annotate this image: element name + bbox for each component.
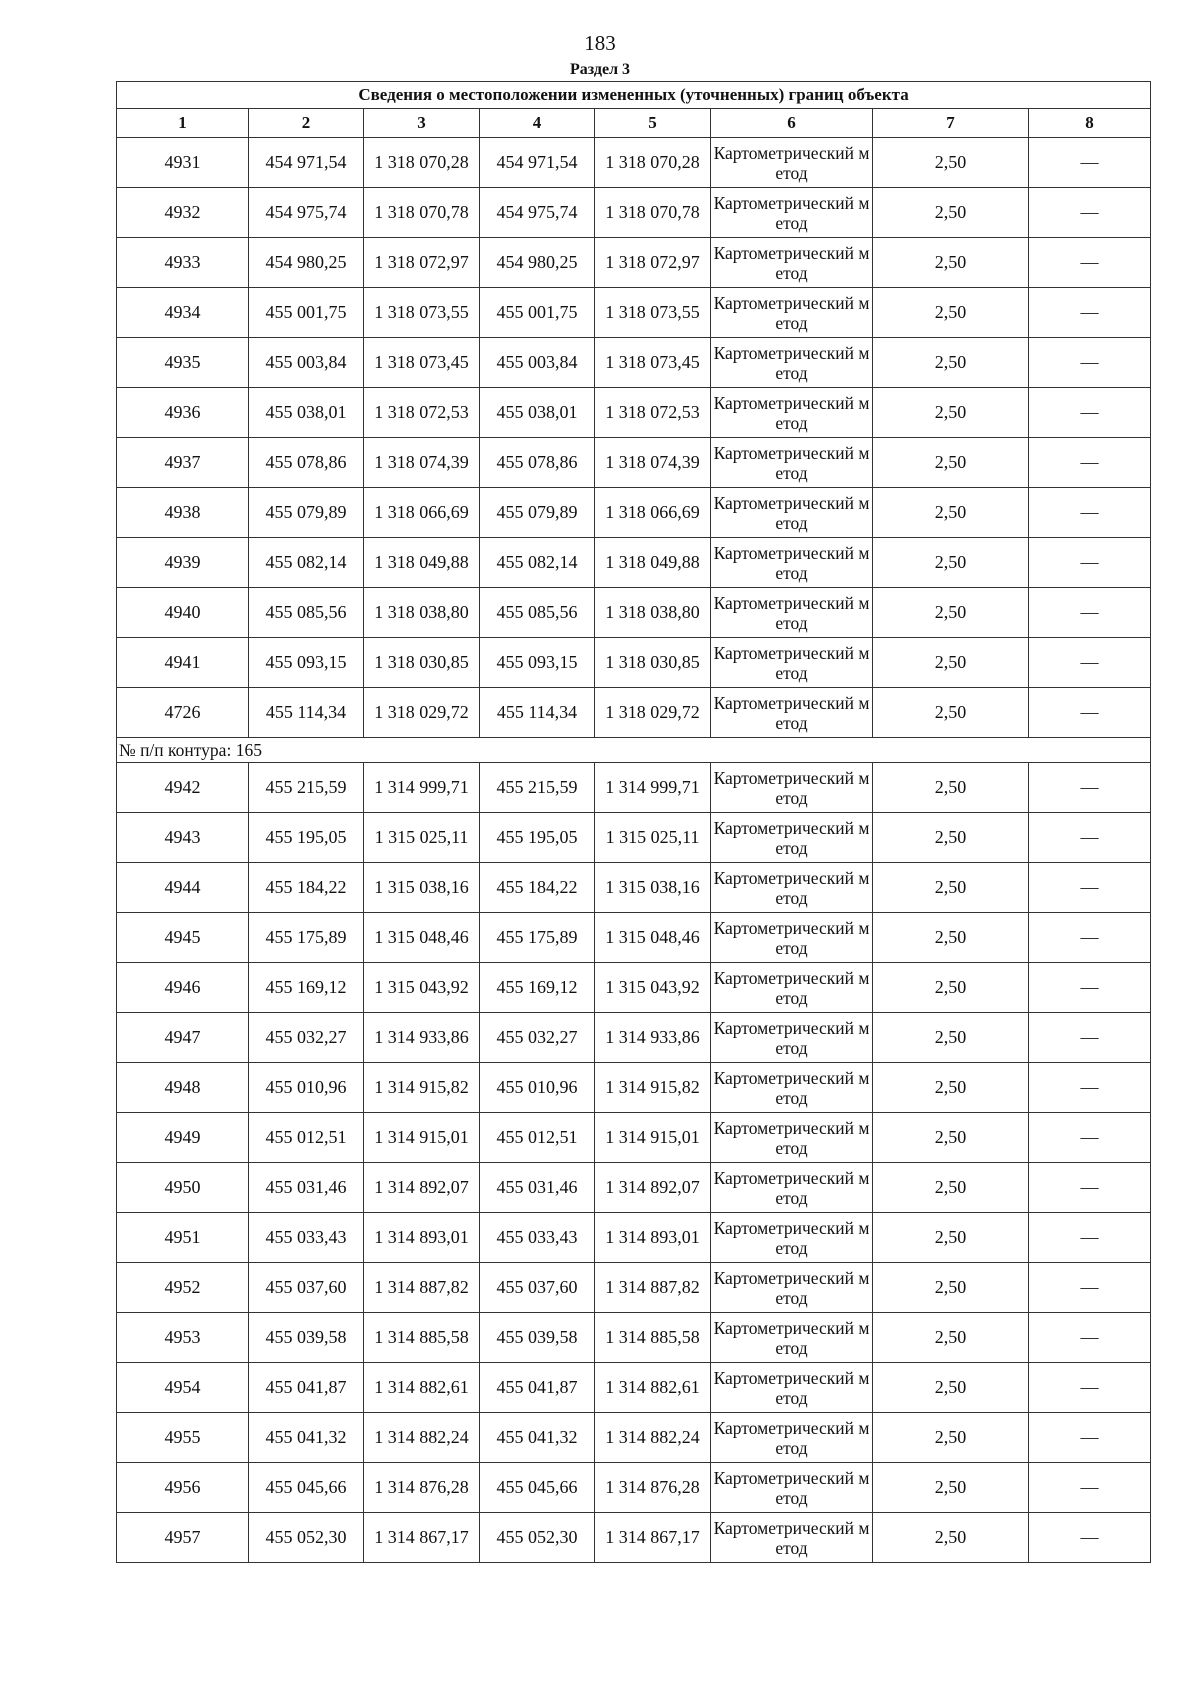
method-cell: Картометрический метод bbox=[711, 688, 873, 738]
x-new-cell: 455 045,66 bbox=[480, 1463, 595, 1513]
y-old-cell: 1 314 887,82 bbox=[364, 1263, 480, 1313]
description-cell: — bbox=[1029, 288, 1151, 338]
y-new-cell: 1 314 892,07 bbox=[595, 1163, 711, 1213]
column-number: 7 bbox=[873, 109, 1029, 138]
x-old-cell: 454 971,54 bbox=[249, 138, 364, 188]
accuracy-cell: 2,50 bbox=[873, 1413, 1029, 1463]
y-new-cell: 1 314 882,61 bbox=[595, 1363, 711, 1413]
column-number: 8 bbox=[1029, 109, 1151, 138]
description-cell: — bbox=[1029, 1113, 1151, 1163]
description-cell: — bbox=[1029, 1413, 1151, 1463]
x-new-cell: 455 085,56 bbox=[480, 588, 595, 638]
accuracy-cell: 2,50 bbox=[873, 763, 1029, 813]
table-row bbox=[117, 388, 1151, 438]
column-number: 2 bbox=[249, 109, 364, 138]
table-body bbox=[117, 138, 1151, 1563]
description-cell: — bbox=[1029, 763, 1151, 813]
method-cell: Картометрический метод bbox=[711, 1413, 873, 1463]
table-row bbox=[117, 288, 1151, 338]
x-new-cell: 455 039,58 bbox=[480, 1313, 595, 1363]
description-cell: — bbox=[1029, 138, 1151, 188]
table-row bbox=[117, 588, 1151, 638]
method-cell: Картометрический метод bbox=[711, 138, 873, 188]
description-cell: — bbox=[1029, 1313, 1151, 1363]
description-cell: — bbox=[1029, 688, 1151, 738]
description-cell: — bbox=[1029, 338, 1151, 388]
method-cell: Картометрический метод bbox=[711, 1463, 873, 1513]
accuracy-cell: 2,50 bbox=[873, 1363, 1029, 1413]
table-row bbox=[117, 1163, 1151, 1213]
y-old-cell: 1 318 072,97 bbox=[364, 238, 480, 288]
method-cell: Картометрический метод bbox=[711, 488, 873, 538]
y-old-cell: 1 314 915,01 bbox=[364, 1113, 480, 1163]
y-old-cell: 1 318 029,72 bbox=[364, 688, 480, 738]
y-old-cell: 1 314 999,71 bbox=[364, 763, 480, 813]
description-cell: — bbox=[1029, 188, 1151, 238]
table-row bbox=[117, 1313, 1151, 1363]
y-new-cell: 1 315 025,11 bbox=[595, 813, 711, 863]
y-old-cell: 1 318 066,69 bbox=[364, 488, 480, 538]
description-cell: — bbox=[1029, 1213, 1151, 1263]
x-old-cell: 455 215,59 bbox=[249, 763, 364, 813]
column-number: 6 bbox=[711, 109, 873, 138]
x-old-cell: 455 038,01 bbox=[249, 388, 364, 438]
accuracy-cell: 2,50 bbox=[873, 288, 1029, 338]
description-cell: — bbox=[1029, 1463, 1151, 1513]
description-cell: — bbox=[1029, 538, 1151, 588]
point-number-cell: 4942 bbox=[117, 763, 249, 813]
y-new-cell: 1 318 070,78 bbox=[595, 188, 711, 238]
point-number-cell: 4937 bbox=[117, 438, 249, 488]
y-new-cell: 1 314 876,28 bbox=[595, 1463, 711, 1513]
accuracy-cell: 2,50 bbox=[873, 138, 1029, 188]
y-old-cell: 1 318 072,53 bbox=[364, 388, 480, 438]
x-old-cell: 455 052,30 bbox=[249, 1513, 364, 1563]
accuracy-cell: 2,50 bbox=[873, 1063, 1029, 1113]
accuracy-cell: 2,50 bbox=[873, 1463, 1029, 1513]
x-old-cell: 455 195,05 bbox=[249, 813, 364, 863]
y-new-cell: 1 314 999,71 bbox=[595, 763, 711, 813]
y-old-cell: 1 314 876,28 bbox=[364, 1463, 480, 1513]
table-row bbox=[117, 488, 1151, 538]
table-row bbox=[117, 1413, 1151, 1463]
table-row bbox=[117, 138, 1151, 188]
y-old-cell: 1 314 885,58 bbox=[364, 1313, 480, 1363]
point-number-cell: 4946 bbox=[117, 963, 249, 1013]
x-new-cell: 455 175,89 bbox=[480, 913, 595, 963]
point-number-cell: 4936 bbox=[117, 388, 249, 438]
x-old-cell: 455 169,12 bbox=[249, 963, 364, 1013]
section-title: Раздел 3 bbox=[569, 61, 631, 78]
y-old-cell: 1 314 893,01 bbox=[364, 1213, 480, 1263]
method-cell: Картометрический метод bbox=[711, 1113, 873, 1163]
accuracy-cell: 2,50 bbox=[873, 238, 1029, 288]
y-old-cell: 1 314 882,24 bbox=[364, 1413, 480, 1463]
x-new-cell: 455 041,87 bbox=[480, 1363, 595, 1413]
point-number-cell: 4947 bbox=[117, 1013, 249, 1063]
description-cell: — bbox=[1029, 863, 1151, 913]
contour-row bbox=[117, 738, 1151, 763]
x-old-cell: 455 078,86 bbox=[249, 438, 364, 488]
point-number-cell: 4951 bbox=[117, 1213, 249, 1263]
x-new-cell: 455 001,75 bbox=[480, 288, 595, 338]
method-cell: Картометрический метод bbox=[711, 338, 873, 388]
column-number: 3 bbox=[364, 109, 480, 138]
table-row bbox=[117, 863, 1151, 913]
y-old-cell: 1 315 038,16 bbox=[364, 863, 480, 913]
description-cell: — bbox=[1029, 1013, 1151, 1063]
method-cell: Картометрический метод bbox=[711, 1013, 873, 1063]
y-new-cell: 1 315 043,92 bbox=[595, 963, 711, 1013]
method-cell: Картометрический метод bbox=[711, 863, 873, 913]
point-number-cell: 4950 bbox=[117, 1163, 249, 1213]
contour-label: № п/п контура: 165 bbox=[117, 738, 1151, 763]
x-old-cell: 455 010,96 bbox=[249, 1063, 364, 1113]
y-old-cell: 1 318 030,85 bbox=[364, 638, 480, 688]
method-cell: Картометрический метод bbox=[711, 1213, 873, 1263]
accuracy-cell: 2,50 bbox=[873, 863, 1029, 913]
table-row bbox=[117, 1263, 1151, 1313]
accuracy-cell: 2,50 bbox=[873, 388, 1029, 438]
accuracy-cell: 2,50 bbox=[873, 488, 1029, 538]
description-cell: — bbox=[1029, 238, 1151, 288]
y-new-cell: 1 318 030,85 bbox=[595, 638, 711, 688]
table-row bbox=[117, 1513, 1151, 1563]
x-new-cell: 455 038,01 bbox=[480, 388, 595, 438]
table-row bbox=[117, 1063, 1151, 1113]
point-number-cell: 4952 bbox=[117, 1263, 249, 1313]
x-old-cell: 455 085,56 bbox=[249, 588, 364, 638]
point-number-cell: 4953 bbox=[117, 1313, 249, 1363]
description-cell: — bbox=[1029, 638, 1151, 688]
description-cell: — bbox=[1029, 1163, 1151, 1213]
x-new-cell: 455 079,89 bbox=[480, 488, 595, 538]
x-new-cell: 455 031,46 bbox=[480, 1163, 595, 1213]
point-number-cell: 4956 bbox=[117, 1463, 249, 1513]
table-row bbox=[117, 1463, 1151, 1513]
x-new-cell: 455 195,05 bbox=[480, 813, 595, 863]
y-new-cell: 1 314 882,24 bbox=[595, 1413, 711, 1463]
x-old-cell: 455 114,34 bbox=[249, 688, 364, 738]
x-new-cell: 454 975,74 bbox=[480, 188, 595, 238]
y-new-cell: 1 315 038,16 bbox=[595, 863, 711, 913]
accuracy-cell: 2,50 bbox=[873, 538, 1029, 588]
x-new-cell: 455 041,32 bbox=[480, 1413, 595, 1463]
y-old-cell: 1 315 048,46 bbox=[364, 913, 480, 963]
method-cell: Картометрический метод bbox=[711, 1513, 873, 1563]
x-old-cell: 454 975,74 bbox=[249, 188, 364, 238]
method-cell: Картометрический метод bbox=[711, 188, 873, 238]
column-number: 4 bbox=[480, 109, 595, 138]
y-old-cell: 1 318 074,39 bbox=[364, 438, 480, 488]
x-new-cell: 455 078,86 bbox=[480, 438, 595, 488]
accuracy-cell: 2,50 bbox=[873, 688, 1029, 738]
x-old-cell: 455 039,58 bbox=[249, 1313, 364, 1363]
y-new-cell: 1 318 029,72 bbox=[595, 688, 711, 738]
method-cell: Картометрический метод bbox=[711, 913, 873, 963]
y-new-cell: 1 318 072,97 bbox=[595, 238, 711, 288]
accuracy-cell: 2,50 bbox=[873, 1513, 1029, 1563]
point-number-cell: 4945 bbox=[117, 913, 249, 963]
x-new-cell: 455 010,96 bbox=[480, 1063, 595, 1113]
y-old-cell: 1 315 043,92 bbox=[364, 963, 480, 1013]
accuracy-cell: 2,50 bbox=[873, 1313, 1029, 1363]
method-cell: Картометрический метод bbox=[711, 1263, 873, 1313]
x-old-cell: 455 003,84 bbox=[249, 338, 364, 388]
point-number-cell: 4935 bbox=[117, 338, 249, 388]
accuracy-cell: 2,50 bbox=[873, 1213, 1029, 1263]
method-cell: Картометрический метод bbox=[711, 963, 873, 1013]
x-new-cell: 455 003,84 bbox=[480, 338, 595, 388]
x-old-cell: 454 980,25 bbox=[249, 238, 364, 288]
y-new-cell: 1 314 915,01 bbox=[595, 1113, 711, 1163]
x-old-cell: 455 093,15 bbox=[249, 638, 364, 688]
x-old-cell: 455 041,87 bbox=[249, 1363, 364, 1413]
y-old-cell: 1 314 882,61 bbox=[364, 1363, 480, 1413]
method-cell: Картометрический метод bbox=[711, 1363, 873, 1413]
y-new-cell: 1 318 066,69 bbox=[595, 488, 711, 538]
accuracy-cell: 2,50 bbox=[873, 188, 1029, 238]
y-old-cell: 1 318 070,28 bbox=[364, 138, 480, 188]
table-row bbox=[117, 688, 1151, 738]
x-new-cell: 455 114,34 bbox=[480, 688, 595, 738]
y-new-cell: 1 318 074,39 bbox=[595, 438, 711, 488]
description-cell: — bbox=[1029, 1513, 1151, 1563]
description-cell: — bbox=[1029, 488, 1151, 538]
table-caption: Сведения о местоположении измененных (уточненных) границ объекта bbox=[117, 82, 1151, 109]
y-old-cell: 1 318 073,55 bbox=[364, 288, 480, 338]
x-new-cell: 455 215,59 bbox=[480, 763, 595, 813]
point-number-cell: 4726 bbox=[117, 688, 249, 738]
table-row bbox=[117, 338, 1151, 388]
x-old-cell: 455 031,46 bbox=[249, 1163, 364, 1213]
method-cell: Картометрический метод bbox=[711, 388, 873, 438]
x-old-cell: 455 033,43 bbox=[249, 1213, 364, 1263]
y-old-cell: 1 318 070,78 bbox=[364, 188, 480, 238]
x-old-cell: 455 079,89 bbox=[249, 488, 364, 538]
y-new-cell: 1 315 048,46 bbox=[595, 913, 711, 963]
method-cell: Картометрический метод bbox=[711, 288, 873, 338]
y-new-cell: 1 318 049,88 bbox=[595, 538, 711, 588]
x-old-cell: 455 041,32 bbox=[249, 1413, 364, 1463]
x-new-cell: 455 082,14 bbox=[480, 538, 595, 588]
column-number: 5 bbox=[595, 109, 711, 138]
description-cell: — bbox=[1029, 913, 1151, 963]
point-number-cell: 4943 bbox=[117, 813, 249, 863]
y-old-cell: 1 314 892,07 bbox=[364, 1163, 480, 1213]
table-row bbox=[117, 763, 1151, 813]
point-number-cell: 4955 bbox=[117, 1413, 249, 1463]
method-cell: Картометрический метод bbox=[711, 1313, 873, 1363]
y-new-cell: 1 314 887,82 bbox=[595, 1263, 711, 1313]
method-cell: Картометрический метод bbox=[711, 1063, 873, 1113]
point-number-cell: 4954 bbox=[117, 1363, 249, 1413]
accuracy-cell: 2,50 bbox=[873, 813, 1029, 863]
page-number: 183 bbox=[584, 31, 616, 55]
y-new-cell: 1 314 867,17 bbox=[595, 1513, 711, 1563]
table-row bbox=[117, 438, 1151, 488]
x-old-cell: 455 001,75 bbox=[249, 288, 364, 338]
table-row bbox=[117, 913, 1151, 963]
accuracy-cell: 2,50 bbox=[873, 1113, 1029, 1163]
table-row bbox=[117, 238, 1151, 288]
column-number: 1 bbox=[117, 109, 249, 138]
accuracy-cell: 2,50 bbox=[873, 1163, 1029, 1213]
method-cell: Картометрический метод bbox=[711, 1163, 873, 1213]
x-old-cell: 455 037,60 bbox=[249, 1263, 364, 1313]
y-new-cell: 1 318 073,45 bbox=[595, 338, 711, 388]
point-number-cell: 4931 bbox=[117, 138, 249, 188]
method-cell: Картометрический метод bbox=[711, 538, 873, 588]
table-row bbox=[117, 1213, 1151, 1263]
y-new-cell: 1 314 885,58 bbox=[595, 1313, 711, 1363]
method-cell: Картометрический метод bbox=[711, 588, 873, 638]
x-old-cell: 455 045,66 bbox=[249, 1463, 364, 1513]
table-row bbox=[117, 1013, 1151, 1063]
point-number-cell: 4949 bbox=[117, 1113, 249, 1163]
description-cell: — bbox=[1029, 1063, 1151, 1113]
description-cell: — bbox=[1029, 1363, 1151, 1413]
point-number-cell: 4941 bbox=[117, 638, 249, 688]
y-new-cell: 1 314 893,01 bbox=[595, 1213, 711, 1263]
table-row bbox=[117, 1363, 1151, 1413]
description-cell: — bbox=[1029, 963, 1151, 1013]
method-cell: Картометрический метод bbox=[711, 438, 873, 488]
x-new-cell: 455 033,43 bbox=[480, 1213, 595, 1263]
method-cell: Картометрический метод bbox=[711, 813, 873, 863]
x-old-cell: 455 175,89 bbox=[249, 913, 364, 963]
description-cell: — bbox=[1029, 813, 1151, 863]
y-old-cell: 1 315 025,11 bbox=[364, 813, 480, 863]
accuracy-cell: 2,50 bbox=[873, 588, 1029, 638]
y-old-cell: 1 318 049,88 bbox=[364, 538, 480, 588]
accuracy-cell: 2,50 bbox=[873, 438, 1029, 488]
x-new-cell: 455 032,27 bbox=[480, 1013, 595, 1063]
accuracy-cell: 2,50 bbox=[873, 638, 1029, 688]
accuracy-cell: 2,50 bbox=[873, 1263, 1029, 1313]
y-new-cell: 1 318 070,28 bbox=[595, 138, 711, 188]
method-cell: Картометрический метод bbox=[711, 763, 873, 813]
column-number-row bbox=[117, 109, 1151, 138]
description-cell: — bbox=[1029, 1263, 1151, 1313]
x-new-cell: 455 184,22 bbox=[480, 863, 595, 913]
y-new-cell: 1 314 933,86 bbox=[595, 1013, 711, 1063]
x-new-cell: 455 052,30 bbox=[480, 1513, 595, 1563]
point-number-cell: 4938 bbox=[117, 488, 249, 538]
accuracy-cell: 2,50 bbox=[873, 1013, 1029, 1063]
y-new-cell: 1 314 915,82 bbox=[595, 1063, 711, 1113]
y-old-cell: 1 314 915,82 bbox=[364, 1063, 480, 1113]
y-new-cell: 1 318 072,53 bbox=[595, 388, 711, 438]
accuracy-cell: 2,50 bbox=[873, 338, 1029, 388]
point-number-cell: 4944 bbox=[117, 863, 249, 913]
point-number-cell: 4939 bbox=[117, 538, 249, 588]
table-row bbox=[117, 1113, 1151, 1163]
table-row bbox=[117, 963, 1151, 1013]
table-row bbox=[117, 538, 1151, 588]
table-row bbox=[117, 638, 1151, 688]
x-old-cell: 455 012,51 bbox=[249, 1113, 364, 1163]
x-old-cell: 455 082,14 bbox=[249, 538, 364, 588]
point-number-cell: 4934 bbox=[117, 288, 249, 338]
accuracy-cell: 2,50 bbox=[873, 963, 1029, 1013]
x-new-cell: 455 169,12 bbox=[480, 963, 595, 1013]
x-new-cell: 454 980,25 bbox=[480, 238, 595, 288]
point-number-cell: 4932 bbox=[117, 188, 249, 238]
accuracy-cell: 2,50 bbox=[873, 913, 1029, 963]
point-number-cell: 4957 bbox=[117, 1513, 249, 1563]
coordinates-table bbox=[116, 81, 1151, 1563]
y-old-cell: 1 318 038,80 bbox=[364, 588, 480, 638]
x-old-cell: 455 184,22 bbox=[249, 863, 364, 913]
table-caption-row bbox=[117, 82, 1151, 109]
method-cell: Картометрический метод bbox=[711, 238, 873, 288]
method-cell: Картометрический метод bbox=[711, 638, 873, 688]
point-number-cell: 4948 bbox=[117, 1063, 249, 1113]
y-new-cell: 1 318 038,80 bbox=[595, 588, 711, 638]
table-row bbox=[117, 188, 1151, 238]
x-new-cell: 455 012,51 bbox=[480, 1113, 595, 1163]
table-row bbox=[117, 813, 1151, 863]
point-number-cell: 4940 bbox=[117, 588, 249, 638]
x-new-cell: 454 971,54 bbox=[480, 138, 595, 188]
y-old-cell: 1 318 073,45 bbox=[364, 338, 480, 388]
y-new-cell: 1 318 073,55 bbox=[595, 288, 711, 338]
x-new-cell: 455 037,60 bbox=[480, 1263, 595, 1313]
x-old-cell: 455 032,27 bbox=[249, 1013, 364, 1063]
description-cell: — bbox=[1029, 388, 1151, 438]
y-old-cell: 1 314 933,86 bbox=[364, 1013, 480, 1063]
y-old-cell: 1 314 867,17 bbox=[364, 1513, 480, 1563]
description-cell: — bbox=[1029, 438, 1151, 488]
x-new-cell: 455 093,15 bbox=[480, 638, 595, 688]
description-cell: — bbox=[1029, 588, 1151, 638]
point-number-cell: 4933 bbox=[117, 238, 249, 288]
